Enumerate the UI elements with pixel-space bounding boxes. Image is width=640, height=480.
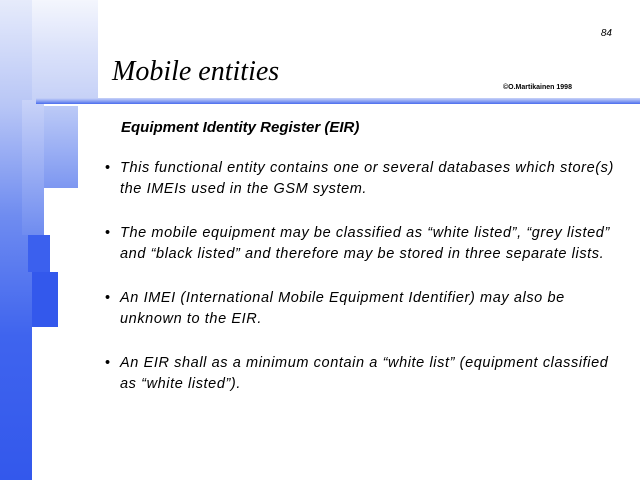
decor-block-middle-3 xyxy=(28,235,50,272)
decor-block-middle-2 xyxy=(44,106,78,188)
bullet-item xyxy=(105,353,615,395)
bullet-text: An IMEI (International Mobile Equipment Identifier) may also be unknown to the EIR. xyxy=(120,290,565,327)
copyright-notice: ©O.Martikainen 1998 xyxy=(503,84,572,91)
bullet-list xyxy=(105,158,615,418)
bullet-item xyxy=(105,288,615,330)
bullet-symbol: • xyxy=(105,355,111,371)
decor-block-middle-4 xyxy=(32,272,58,327)
bullet-text: This functional entity contains one or several databases which store(s) the IMEIs used in the GSM system. xyxy=(120,160,614,197)
bullet-text: The mobile equipment may be classified as “white listed”, “grey listed” and “black listed” and therefore may be stored in three separate lists. xyxy=(120,225,610,262)
bullet-text: An EIR shall as a minimum contain a “white list” (equipment classified as “white listed”). xyxy=(120,355,609,392)
decor-block-top xyxy=(32,0,98,100)
bullet-symbol: • xyxy=(105,290,111,306)
bullet-item xyxy=(105,223,615,265)
bullet-symbol: • xyxy=(105,225,111,241)
bullet-item xyxy=(105,158,615,200)
slide-title: Mobile entities xyxy=(112,56,280,87)
section-heading: Equipment Identity Register (EIR) xyxy=(121,119,360,136)
page-number: 84 xyxy=(600,28,612,39)
bullet-symbol: • xyxy=(105,160,111,176)
decor-block-middle-1 xyxy=(22,100,44,235)
title-divider-line xyxy=(36,98,640,104)
